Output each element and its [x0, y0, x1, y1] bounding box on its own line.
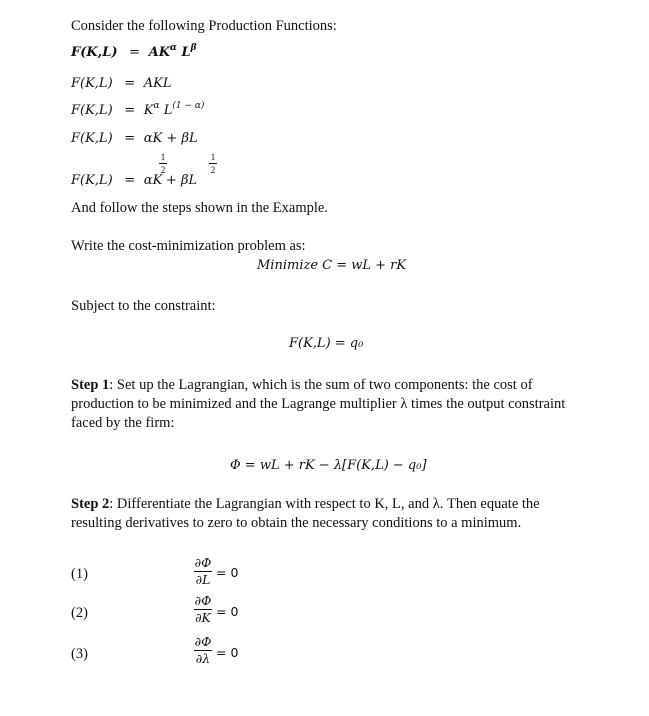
exponent-alpha: α: [170, 43, 177, 53]
intro-text: Consider the following Production Functions:: [71, 18, 337, 34]
exponent-denominator: 2: [160, 165, 166, 175]
condition-3-number: (3): [71, 646, 88, 662]
step-1-label: Step 1: [71, 377, 110, 393]
exponent-alpha: α: [153, 101, 160, 111]
equals-sign: =: [124, 103, 136, 118]
production-function-5: [71, 172, 197, 189]
condition-3-rhs: = 0: [216, 645, 239, 660]
condition-1-derivative: [194, 556, 212, 587]
function-lhs: F(K,L): [71, 45, 118, 60]
function-lhs: F(K,L): [71, 76, 113, 91]
derivative-numerator: ∂Φ: [194, 555, 212, 570]
fraction-bar: [159, 163, 167, 164]
exponent-one-minus-alpha: (1 − α): [172, 101, 205, 111]
function-term-bl: βL: [180, 173, 198, 188]
fraction-bar: [209, 163, 217, 164]
minimize-equation: Minimize C = wL + rK: [257, 258, 407, 273]
production-function-4: [71, 130, 198, 147]
function-term-k: K: [143, 103, 154, 118]
derivative-numerator: ∂Φ: [194, 634, 212, 649]
follow-text: And follow the steps shown in the Example.: [71, 200, 328, 216]
step-2-paragraph: [71, 495, 591, 533]
equals-sign: =: [129, 45, 141, 60]
function-lhs: F(K,L): [71, 103, 113, 118]
derivative-numerator: ∂Φ: [194, 593, 212, 608]
production-function-3: [71, 102, 204, 119]
function-term-a: AK: [148, 45, 171, 60]
condition-1-rhs: = 0: [216, 565, 239, 580]
constraint-equation: F(K,L) = q₀: [289, 336, 364, 351]
exponent-beta: β: [190, 43, 197, 53]
exponent-half-l: [209, 152, 217, 175]
condition-2-rhs: = 0: [216, 604, 239, 619]
production-function-2: [71, 75, 172, 92]
condition-2-derivative: [194, 594, 212, 625]
step-2-label: Step 2: [71, 496, 110, 512]
equals-sign: =: [124, 131, 136, 146]
exponent-denominator: 2: [210, 165, 216, 175]
equals-sign: =: [124, 173, 136, 188]
function-lhs: F(K,L): [71, 173, 113, 188]
function-rhs: αK + βL: [143, 131, 198, 146]
function-term-l: L: [159, 103, 173, 118]
step-1-text: : Set up the Lagrangian, which is the sum of two components: the cost of production to be minimized and the Lagrange multiplier λ times the output constraint faced by the firm:: [71, 377, 566, 431]
equals-sign: =: [124, 76, 136, 91]
subject-text: Subject to the constraint:: [71, 298, 216, 314]
exponent-half-k: [159, 152, 167, 175]
lagrangian-equation: Φ = wL + rK − λ[F(K,L) − q₀]: [230, 458, 427, 473]
derivative-denominator: ∂K: [195, 610, 211, 625]
condition-3-derivative: [194, 635, 212, 666]
step-1-paragraph: [71, 376, 591, 433]
function-rhs: AKL: [143, 76, 172, 91]
step-2-text: : Differentiate the Lagrangian with respect to K, L, and λ. Then equate the resulting derivatives to zero to obtain the necessary conditions to a minimum.: [71, 496, 540, 531]
condition-2-number: (2): [71, 605, 88, 621]
write-problem-text: Write the cost-minimization problem as:: [71, 238, 306, 254]
derivative-denominator: ∂λ: [195, 651, 211, 666]
function-lhs: F(K,L): [71, 131, 113, 146]
condition-1-number: (1): [71, 566, 88, 582]
function-term-ak: αK: [143, 173, 163, 188]
exponent-numerator: 1: [160, 152, 166, 162]
exponent-numerator: 1: [210, 152, 216, 162]
function-plus: +: [165, 173, 181, 188]
derivative-denominator: ∂L: [195, 572, 211, 587]
function-term-l: L: [176, 45, 191, 60]
production-function-1: [71, 44, 197, 61]
